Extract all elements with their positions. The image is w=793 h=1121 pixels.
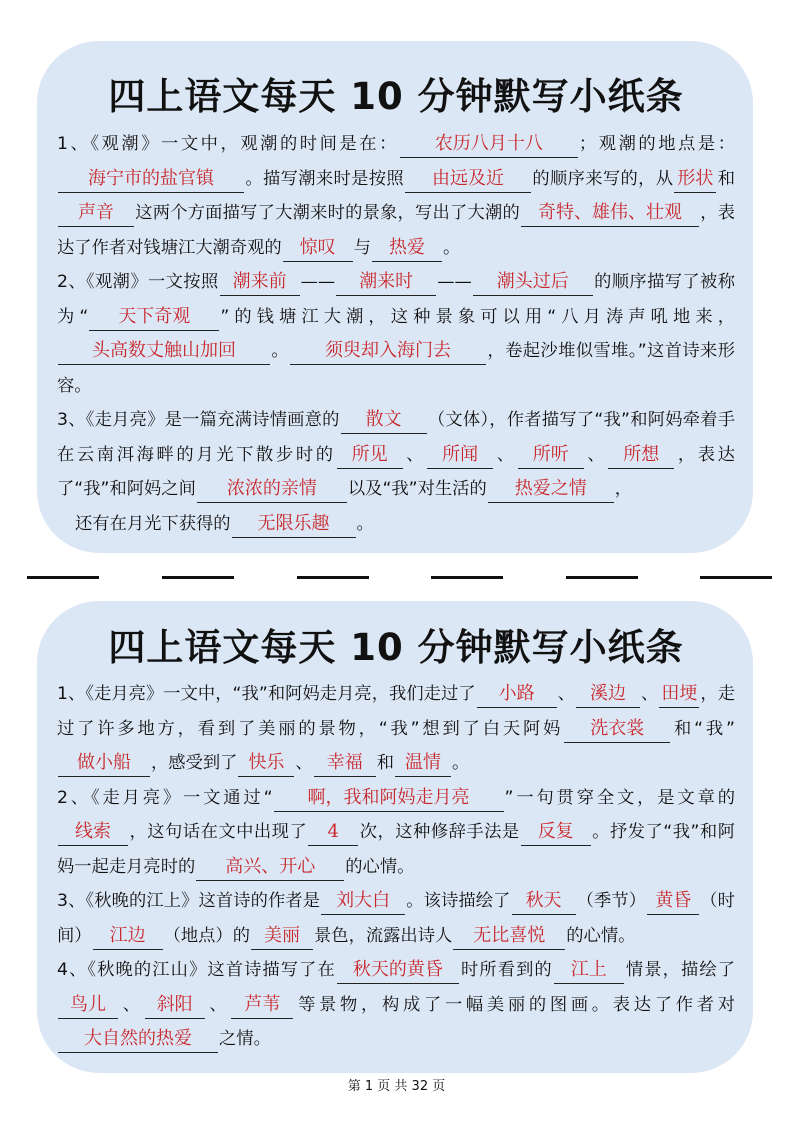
question-text: （地点）的	[163, 925, 250, 946]
question-text: （文体），作者描写了“我”和阿妈牵着手在云南洱海畔的月光下散步时的	[57, 410, 736, 465]
answer-text: 温情	[405, 752, 442, 773]
question-text: ，卷起沙堆似雪堆。”这首诗来形容。	[57, 341, 735, 396]
question-text: 景色，流露出诗人	[314, 925, 453, 946]
answer-text: 大自然的热爱	[84, 1028, 192, 1049]
cut-line-dash	[27, 576, 99, 579]
card-title: 四上语文每天 10 分钟默写小纸条	[108, 626, 684, 669]
answer-blank	[554, 957, 624, 984]
answer-blank	[251, 923, 313, 950]
question-1	[57, 677, 735, 781]
answer-blank	[238, 750, 294, 777]
answer-blank	[488, 476, 614, 503]
answer-text: 鸟儿	[70, 993, 106, 1015]
answer-text: 洗衣裳	[590, 717, 645, 739]
answer-blank	[453, 923, 565, 950]
answer-blank	[58, 992, 118, 1019]
answer-blank	[647, 888, 699, 915]
question-2	[57, 265, 735, 403]
answer-blank	[473, 269, 593, 296]
answer-text: 形状	[677, 167, 714, 189]
answer-blank	[521, 819, 591, 846]
answer-blank	[308, 819, 358, 846]
answer-text: 美丽	[264, 924, 300, 946]
answer-blank	[518, 442, 584, 469]
question-text: 以及“我”对生活的	[347, 479, 487, 499]
cut-line	[0, 576, 793, 580]
answer-text: 须臾却入海门去	[325, 340, 452, 361]
question-text: ，感受到了	[151, 753, 238, 773]
answer-text: 幸福	[326, 752, 363, 773]
answer-text: 由远及近	[431, 167, 504, 189]
answer-text: 秋天	[525, 890, 562, 911]
answer-text: 芦苇	[244, 993, 281, 1015]
answer-blank	[58, 819, 128, 846]
question-text: ，这句话在文中出现了	[129, 822, 308, 842]
question-text: 的顺序来写的，从	[531, 168, 674, 189]
question-text: 之情。	[219, 1029, 271, 1049]
answer-blank	[395, 750, 451, 777]
card-title: 四上语文每天 10 分钟默写小纸条	[108, 75, 684, 118]
question-text: 。	[452, 753, 470, 773]
answer-blank	[196, 854, 344, 881]
question-text: ——	[437, 272, 472, 292]
question-text: 次，这种修辞手法是	[359, 822, 520, 842]
answer-text: 热爱之情	[514, 478, 587, 499]
answer-blank	[58, 166, 244, 193]
answer-blank	[341, 407, 427, 434]
worksheet-card-1	[37, 41, 753, 553]
question-text: 等景物，构成了一幅美丽的图画。表达了作者对	[294, 994, 735, 1015]
answer-blank	[512, 888, 576, 915]
answer-text: 浓浓的亲情	[226, 478, 317, 499]
answer-text: 头高数丈触山加回	[92, 340, 236, 361]
question-4	[57, 953, 735, 1057]
question-text: ，走过了许多地方，看到了美丽的景物，“我”想到了白天阿妈	[57, 684, 735, 739]
question-3-continued	[57, 507, 735, 542]
question-text: ”一句贯穿全文，是文章的	[504, 787, 735, 808]
question-text: 、	[584, 444, 608, 465]
question-text: 、	[494, 444, 517, 465]
question-text: 2、《走月亮》一文通过“	[57, 787, 273, 808]
answer-text: 斜阳	[156, 993, 193, 1015]
answer-text: 秋天的黄昏	[352, 959, 443, 980]
question-text: （时间）	[57, 891, 735, 946]
question-text: 还有在月光下获得的	[75, 513, 231, 534]
answer-blank	[58, 1026, 218, 1053]
question-text: 和“我”	[671, 718, 735, 739]
answer-text: 高兴、开心	[225, 855, 316, 877]
question-text: 、	[403, 444, 427, 465]
answer-blank	[197, 476, 347, 503]
question-text: 2、《观潮》一文按照	[57, 272, 219, 292]
question-text: 。	[271, 341, 290, 361]
answer-text: 所听	[532, 443, 569, 465]
answer-text: 所见	[351, 443, 388, 465]
question-text: 。描写潮来时是按照	[245, 168, 404, 189]
question-text: 3、《秋晚的江上》这首诗的作者是	[57, 891, 321, 911]
question-text: 时所看到的	[459, 960, 553, 980]
question-text: 、	[205, 994, 231, 1015]
answer-text: 做小船	[77, 752, 131, 773]
question-text: （季节）	[576, 891, 647, 911]
answer-text: 黄昏	[655, 890, 692, 911]
question-text: 1、《走月亮》一文中，“我”和阿妈走月亮，我们走过了	[57, 684, 476, 704]
answer-text: 声音	[78, 202, 114, 223]
question-text: 情景，描绘了	[624, 960, 735, 980]
answer-blank	[564, 716, 670, 743]
answer-blank	[405, 166, 531, 193]
answer-blank	[220, 269, 300, 296]
cut-line-dash	[566, 576, 638, 579]
answer-text: 农历八月十八	[434, 133, 543, 154]
question-text: 的心情。	[566, 925, 636, 946]
answer-text: 田埂	[661, 683, 698, 704]
question-text: ，表达了作者对钱塘江大潮奇观的	[57, 203, 735, 258]
question-text: 。抒发了“我”和阿妈一起走月亮时的	[57, 822, 735, 877]
answer-blank	[58, 200, 134, 227]
answer-blank	[674, 166, 716, 193]
answer-text: 小路	[498, 683, 535, 704]
answer-blank	[89, 304, 219, 331]
answer-blank	[336, 269, 436, 296]
question-text: 的顺序描写了被称为“	[57, 272, 735, 327]
question-text: 3、《走月亮》是一篇充满诗情画意的	[57, 410, 340, 430]
cut-line-dash	[431, 576, 503, 579]
answer-text: 江上	[570, 959, 607, 980]
question-text: 和	[376, 753, 395, 773]
answer-blank	[58, 338, 270, 365]
answer-blank	[145, 992, 205, 1019]
question-text: 这两个方面描写了大潮来时的景象，写出了大潮的	[135, 203, 520, 223]
worksheet-card-2	[37, 601, 753, 1073]
question-text: ；观潮的地点是：	[578, 134, 735, 154]
answer-text: 潮来时	[359, 271, 414, 292]
answer-blank	[283, 235, 353, 262]
answer-blank	[321, 888, 405, 915]
answer-text: 海宁市的盐官镇	[88, 167, 214, 189]
question-text: 、	[640, 684, 659, 704]
question-2	[57, 781, 735, 885]
answer-text: 惊叹	[299, 236, 336, 258]
answer-text: 散文	[365, 409, 402, 430]
answer-blank	[521, 200, 699, 227]
answer-text: 所闻	[442, 443, 479, 465]
answer-blank	[274, 785, 504, 812]
answer-blank	[659, 681, 699, 708]
answer-text: 溪边	[589, 683, 626, 704]
question-text: 的心情。	[345, 856, 415, 877]
question-text: 。该诗描绘了	[406, 891, 511, 911]
answer-blank	[477, 681, 557, 708]
answer-text: 热爱	[388, 236, 425, 258]
question-text: 和	[717, 168, 735, 189]
question-3	[57, 884, 735, 953]
cut-line-dash	[297, 576, 369, 579]
answer-blank	[58, 750, 150, 777]
answer-text: 线索	[75, 821, 111, 842]
answer-text: 江边	[109, 924, 146, 946]
answer-text: 反复	[537, 821, 574, 842]
answer-blank	[290, 338, 486, 365]
answer-blank	[337, 442, 403, 469]
page-footer: 第 1 页 共 32 页	[347, 1079, 446, 1094]
question-text: ”的钱塘江大潮，这种景象可以用“八月涛声吼地来，	[220, 306, 735, 327]
answer-text: 无限乐趣	[257, 512, 330, 534]
answer-text: 无比喜悦	[473, 924, 546, 946]
question-1	[57, 127, 735, 265]
answer-text: 所想	[623, 443, 660, 465]
answer-blank	[372, 235, 442, 262]
question-text: 1、《观潮》一文中，观潮的时间是在：	[57, 134, 399, 154]
question-text: ，	[614, 479, 633, 499]
answer-blank	[232, 511, 356, 538]
answer-text: 4	[327, 821, 339, 842]
answer-blank	[231, 992, 293, 1019]
answer-blank	[427, 442, 493, 469]
answer-text: 刘大白	[336, 890, 391, 911]
answer-blank	[93, 923, 163, 950]
answer-text: 潮头过后	[496, 271, 569, 292]
answer-blank	[337, 957, 459, 984]
question-text: ，表达了“我”和阿妈之间	[57, 444, 735, 499]
answer-blank	[608, 442, 674, 469]
answer-text: 潮来前	[232, 271, 287, 292]
answer-blank	[400, 131, 578, 158]
question-text: 、	[557, 684, 575, 704]
question-3	[57, 403, 735, 507]
answer-text: 快乐	[248, 752, 285, 773]
question-text: ——	[300, 272, 336, 292]
question-text: 、	[119, 994, 144, 1015]
question-text: 。	[356, 513, 374, 534]
answer-text: 奇特、雄伟、壮观	[538, 202, 682, 223]
question-text: 。	[442, 237, 461, 258]
question-text: 、	[295, 753, 313, 773]
answer-blank	[576, 681, 640, 708]
answer-text: 天下奇观	[118, 305, 191, 327]
cut-line-dash	[162, 576, 234, 579]
question-text: 与	[353, 237, 371, 258]
question-text: 4、《秋晚的江山》这首诗描写了在	[57, 960, 336, 980]
answer-text: 啊，我和阿妈走月亮	[307, 786, 470, 808]
answer-blank	[314, 750, 376, 777]
cut-line-dash	[700, 576, 772, 579]
